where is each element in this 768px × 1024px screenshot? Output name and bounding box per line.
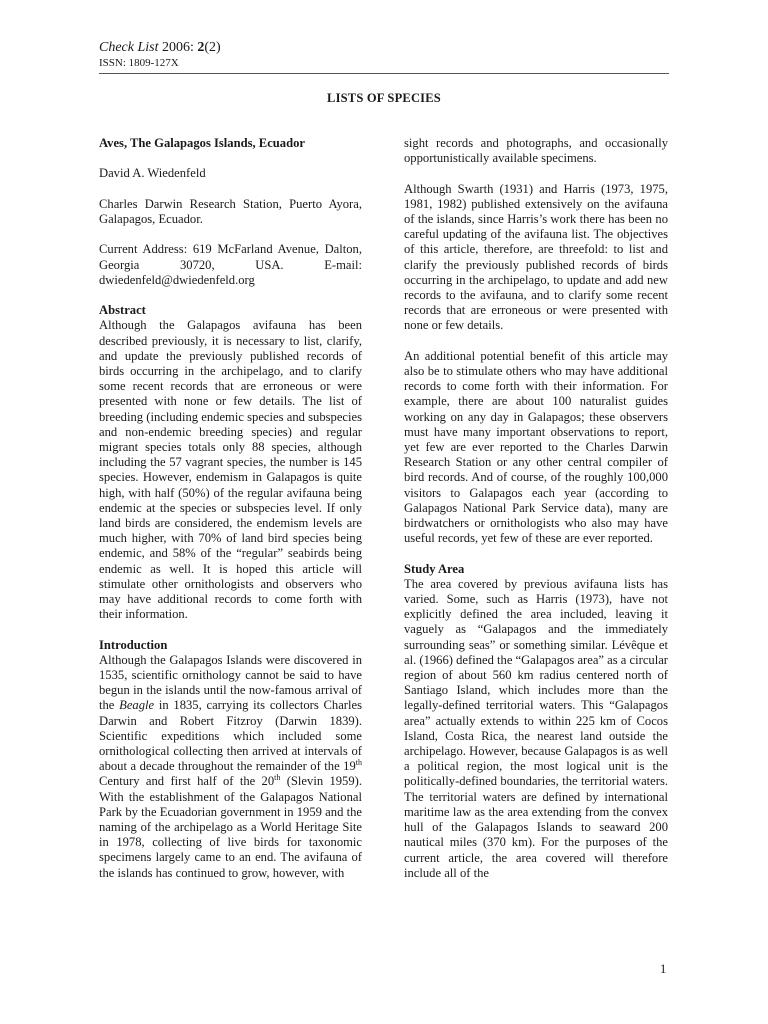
intro-text-part: in 1835, carrying its collectors Charles Darwin and Robert Fitzroy (Darwin 1839). Scientific expeditions which included some ornithological collecting then arrived at intervals of about a decade throughout the remainder of the 19 [99, 698, 362, 774]
paper-title: Aves, The Galapagos Islands, Ecuador [99, 136, 305, 150]
journal-year: 2006: [158, 40, 198, 55]
issn: ISSN: 1809-127X [99, 57, 179, 69]
study-area-text: The area covered by previous avifauna lists has varied. Some, such as Harris (1973), have not explicitly defined the area included, leaving it vaguely as “Galapagos and the immediately surrounding seas” or something similar. Lévêque et al. (1966) defined the “Galapagos area” as a circular region of about 560 km radius centered north of Santiago Island, which includes more than the legally-defined territorial waters. This “Galapagos area” actually extends to within 225 km of Cocos Island, Costa Rica, the nearest land outside the archipelago. However, because Galapagos is as well a political region, the most logical unit is the politically-defined boundaries, the territorial waters. The territorial waters are defined by international maritime law as the area extending from the convex hull of the Galapagos Islands to seaward 200 nautical miles (370 km). For the purposes of the current article, the area covered will therefore include all of the [404, 576, 668, 880]
introduction-text [99, 653, 362, 881]
superscript: th [355, 758, 362, 768]
section-title: LISTS OF SPECIES [327, 91, 441, 105]
abstract-text: Although the Galapagos avifauna has been described previously, it is necessary to list, clarify, and update the previously published records of birds occurring in the archipelago, and to clarify some recent records that are erroneous or were presented with none or few details. The list of breeding (including endemic species and subspecies and non-endemic breeding species) and regular migrant species totals only 88 species, although including the 57 vagrant species, the number is 145 species. However, endemism in Galapagos is quite high, with half (50%) of the regular avifauna being endemic at the species or subspecies level. If only land birds are considered, the endemism levels are much higher, with 70% of land bird species being endemic, and 58% of the “regular” seabirds being endemic as well. It is hoped this article will stimulate other ornithologists and observers who may have additional records to come forth with their information. [99, 318, 362, 622]
journal-title: Check List [99, 40, 159, 55]
journal-citation [99, 40, 679, 56]
author-affiliation: Charles Darwin Research Station, Puerto Ayora, Galapagos, Ecuador. [99, 196, 362, 226]
right-column [404, 136, 668, 881]
author-name: David A. Wiedenfeld [99, 166, 206, 181]
objectives-paragraph: Although Swarth (1931) and Harris (1973, 1975, 1981, 1982) published extensively on the avifauna of the islands, since Harris’s work there has been no careful updating of the avifauna list. The objectives of this article, therefore, are threefold: to list and clarify the previously published records of birds occurring in the archipelago, to update and add new records to the avifauna, and to clarify some recent records that are erroneous or were presented with none or few details. [404, 181, 668, 333]
left-column [99, 136, 362, 881]
journal-header [99, 40, 679, 70]
page-number: 1 [660, 962, 667, 976]
intro-text-part: (Slevin 1959). With the establishment of the Galapagos National Park by the Ecuadorian government in 1959 and the naming of the archipelago as a World Heritage Site in 1978, collecting of live birds for taxonomic specimens largely came to an end. The avifauna of the islands has continued to grow, however, with [99, 774, 362, 880]
introduction-heading: Introduction [99, 637, 168, 652]
continued-paragraph: sight records and photographs, and occasionally opportunistically available specimens. [404, 136, 668, 166]
study-area-heading: Study Area [404, 561, 465, 576]
superscript: th [274, 773, 281, 783]
intro-text-part: Although the Galapagos Islands were discovered in 1535, scientific ornithology cannot be said to have begun in the islands until the now-famous arrival of the [99, 652, 362, 713]
current-address: Current Address: 619 McFarland Avenue, Dalton, Georgia 30720, USA. E-mail: dwiedenfeld@dwiedenfeld.org [99, 242, 362, 287]
abstract-heading: Abstract [99, 303, 146, 318]
benefit-paragraph: An additional potential benefit of this article may also be to stimulate others who may have additional records to come forth with their information. For example, there are about 100 naturalist guides working on any day in Galapagos; these observers must have many important observations to report, yet few are ever reported to the Charles Darwin Research Station or any other central compiler of bird records. And of course, of the roughly 100,000 visitors to Galapagos each year (according to Galapagos National Park Service data), many are birdwatchers or ornithologists who also may have useful records, yet few of these are ever reported. [404, 348, 668, 546]
header-rule [99, 73, 669, 74]
intro-text-part: Century and first half of the 20 [99, 774, 275, 789]
intro-ship-name: Beagle [119, 698, 155, 713]
journal-volume: 2 [197, 40, 205, 55]
journal-issue: (2) [204, 40, 221, 55]
